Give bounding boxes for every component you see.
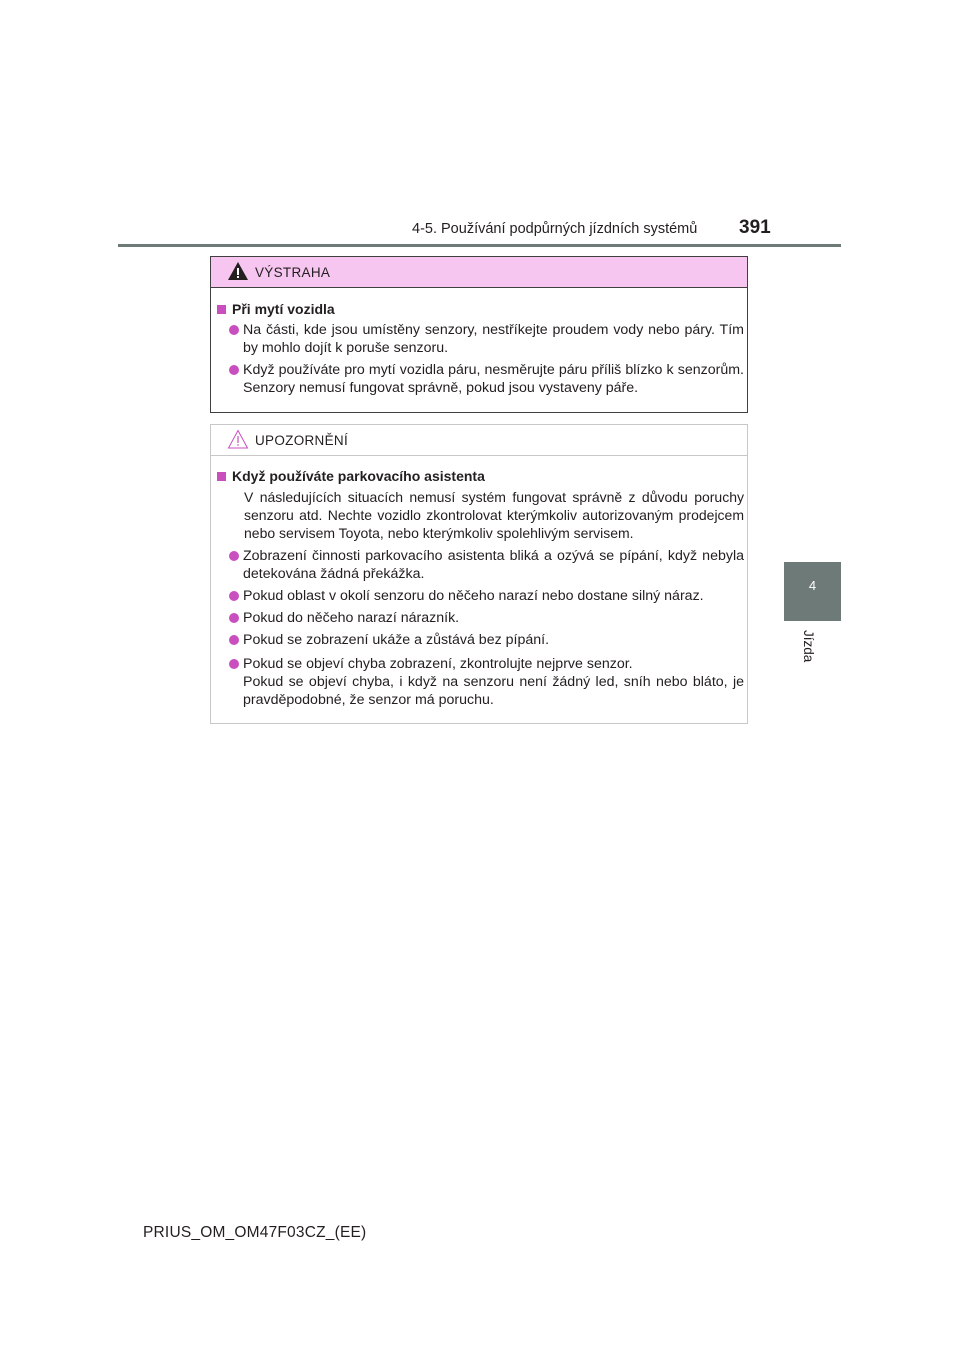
notice-intro: V následujících situacích nemusí systém fungovat správně z důvodu poruchy senzoru atd. Nechte vozidlo zkontrolovat kterýmkoliv autorizovaným prodejcem nebo servisem Toyota, nebo kterýmkoliv spolehlivým servisem.	[244, 489, 744, 541]
warning-triangle-icon	[227, 261, 249, 281]
warning-box	[210, 256, 748, 413]
bullet-dot-icon	[229, 551, 239, 561]
chapter-name: Jízda	[801, 630, 816, 663]
running-header-section: 4-5. Používání podpůrných jízdních systémů	[412, 221, 698, 237]
notice-item: Pokud se objeví chyba zobrazení, zkontrolujte nejprve senzor. Pokud se objeví chyba, i když na senzoru není žádný led, sníh nebo bláto, je pravděpodobné, že senzor má poruchu.	[229, 655, 744, 709]
warning-item: Když používáte pro mytí vozidla páru, nesměrujte páru příliš blízko k senzorům. Senzory nemusí fungovat správně, pokud jsou vystaveny páře.	[229, 361, 744, 397]
notice-item: Pokud se zobrazení ukáže a zůstává bez pípání.	[229, 631, 744, 649]
bullet-dot-icon	[229, 635, 239, 645]
notice-item: Pokud do něčeho narazí nárazník.	[229, 609, 744, 627]
notice-item: Zobrazení činnosti parkovacího asistenta bliká a ozývá se pípání, když nebyla detekována žádná překážka.	[229, 547, 744, 583]
section-square-icon	[217, 305, 226, 314]
header-rule	[118, 244, 841, 247]
notice-section-title: Když používáte parkovacího asistenta	[217, 468, 485, 484]
bullet-dot-icon	[229, 325, 239, 335]
notice-box	[210, 424, 748, 724]
section-square-icon	[217, 472, 226, 481]
page-number: 391	[739, 217, 771, 238]
bullet-dot-icon	[229, 365, 239, 375]
warning-section-title: Při mytí vozidla	[217, 301, 335, 317]
notice-box-header	[211, 425, 747, 456]
bullet-dot-icon	[229, 659, 239, 669]
chapter-name-vertical	[802, 630, 820, 690]
bullet-dot-icon	[229, 591, 239, 601]
chapter-number: 4	[808, 578, 817, 593]
warning-item: Na části, kde jsou umístěny senzory, nestříkejte proudem vody nebo páry. Tím by mohlo dojít k poruše senzoru.	[229, 321, 744, 357]
document-code: PRIUS_OM_OM47F03CZ_(EE)	[143, 1224, 367, 1241]
notice-item: Pokud oblast v okolí senzoru do něčeho narazí nebo dostane silný náraz.	[229, 587, 744, 605]
warning-box-header	[211, 257, 747, 288]
bullet-dot-icon	[229, 613, 239, 623]
caution-triangle-outline-icon	[227, 429, 249, 449]
notice-title: UPOZORNĚNÍ	[255, 433, 349, 448]
warning-title: VÝSTRAHA	[255, 265, 331, 280]
